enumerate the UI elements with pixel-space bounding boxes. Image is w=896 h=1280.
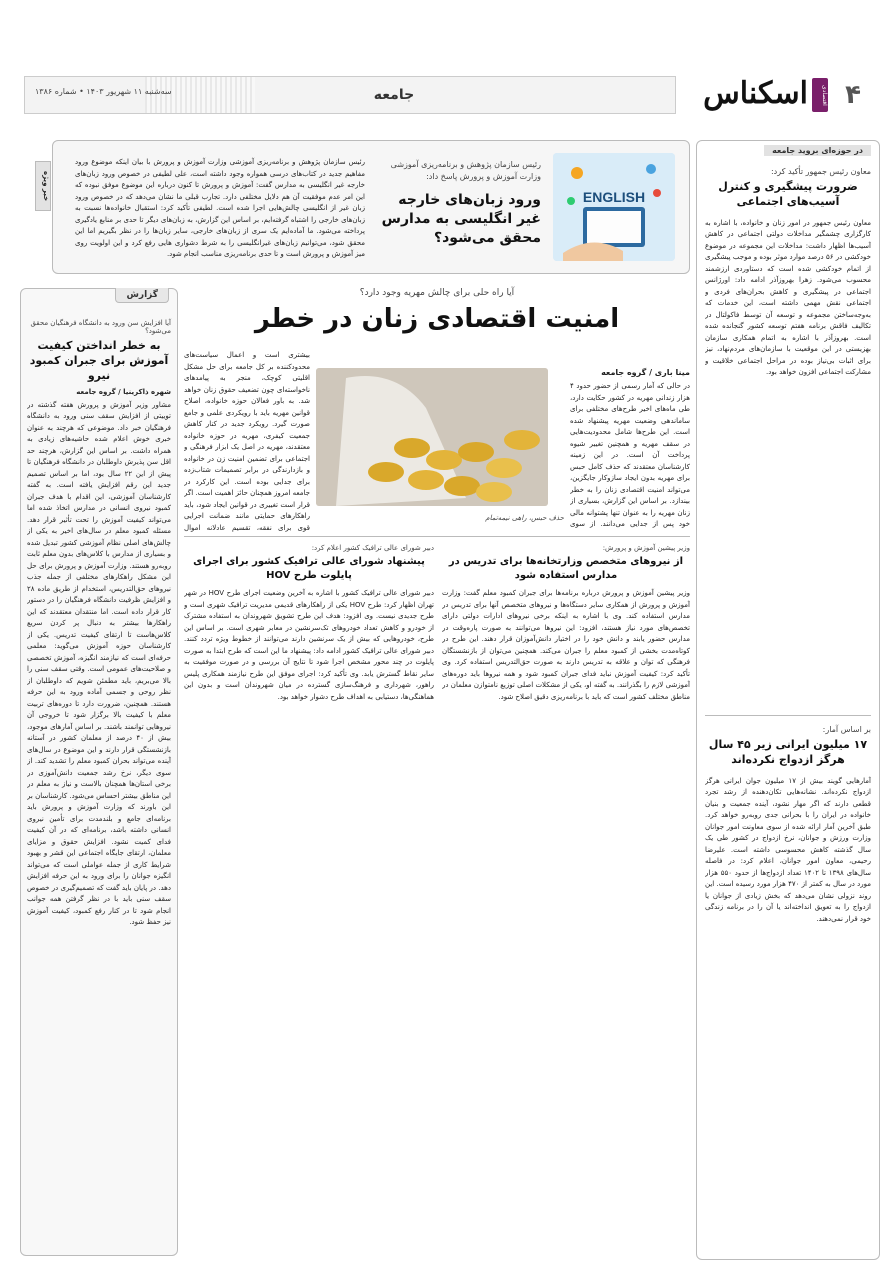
- bottom-kicker: وزیر پیشین آموزش و پرورش:: [602, 544, 690, 552]
- main-article[interactable]: [184, 288, 690, 536]
- main-kicker: آیا راه حلی برای چالش مهریه وجود دارد؟: [359, 288, 515, 298]
- article-body: آمارهایی گویند بیش از ۱۷ میلیون جوان ایرانی هرگز ازدواج نکرده‌اند. نشانه‌هایی تکان‌دهنده از رشد تجرد قطعی دارند که اگر مهار نشود، آینده جمعیت و بنیان خانواده در ایران را با بحرانی جدی روبه‌رو خواهد کرد. طبق آخرین آمار ارائه شده از سوی معاونت امور جوانان وزارت ورزش و جوانان، نرخ ازدواج در کشور طی یک سال گذشته کاهش محسوسی داشته است. علیرضا رحیمی، معاون امور جوانان، اعلام کرد: در فاصله سال‌های ۱۳۹۸ تا ۱۴۰۲ تعداد ازدواج‌ها از حدود ۵۵۰ هزار مورد در سال به کمتر از ۴۷۰ هزار مورد رسیده است. این روند نزولی نشان می‌دهد که بخش زیادی از جوانان یا ازدواج را به تعویق انداخته‌اند یا آن را در برنامه زندگی خود قرار نمی‌دهند.: [705, 776, 871, 923]
- bottom-body: دبیر شورای عالی ترافیک کشور با اشاره به آخرین وضعیت اجرای طرح HOV در شهر تهران اظهار کرد: طرح HOV یکی از راهکارهای قدیمی مدیریت ترافیک شهری است و طرح جدیدی نیست. وی افزود: هدف این طرح تشویق شهروندان به استفاده مشترک از خودرو و کاهش تعداد خودروهای تک‌سرنشین در معابر شهری است. بر اساس این طرح، خودروهایی که بیش از یک سرنشین دارند می‌توانند از خطوط ویژه تردد کنند. دبیر شورای عالی ترافیک کشور ادامه داد: پیشنهاد ما این است که طرح ابتدا به صورت پایلوت در چند محور مشخص اجرا شود تا نتایج آن بررسی و در صورت موفقیت به سایر نقاط گسترش یابد. وی تأکید کرد: اجرای موفق این طرح نیازمند همکاری پلیس راهور، شهرداری و فرهنگ‌سازی گسترده در میان شهروندان است و بدون این هماهنگی‌ها، دستیابی به اهداف طرح دشوار خواهد بود.: [184, 589, 434, 701]
- feature-box[interactable]: [42, 140, 690, 274]
- page-number: ۴: [845, 80, 861, 110]
- article-headline: ۱۷ میلیون ایرانی زیر ۴۵ سال هرگز ازدواج نکرده‌اند: [708, 738, 868, 766]
- english-book-image: [553, 153, 675, 261]
- article-marriage-stats[interactable]: [705, 725, 871, 1254]
- article-headline: ضرورت پیشگیری و کنترل آسیب‌های اجتماعی: [718, 180, 858, 208]
- bottom-headline: از نیروهای متخصص وزارتخانه‌ها برای تدریس در مدارس استفاده شود: [448, 556, 684, 581]
- feature-body: رئیس سازمان پژوهش و برنامه‌ریزی آموزشی وزارت آموزش و پرورش با بیان اینکه موضوع ورود مفاهیم جدید در کتاب‌های درسی همواره وجود داشته است، علی لطیفی در خصوص ورود زبان‌های خارجه غیر انگلیسی به مدارس گفت: آموزش و پرورش تا کنون درباره این موضوع موفق نبوده که این امر عدم موفقیت آن هم دلایل مختلفی دارد. تجارب قبلی ما نشان می‌دهد که در خصوص ورود زبان غیر از انگلیسی چالش‌هایی اجرا شده است. لطیفی تأکید کرد: استقبال خانواده‌ها نسبت به زبان‌های خارجی را اشتباه گرفته‌ایم، بر اساس این گزارش، به زبان‌های دیگر تا حدی بر منابع یادگیری پرداخته می‌شود. ما آماده‌ایم یک سری از زبان‌های خارجی، سایر زبان‌ها را در نظر بگیریم اما این محقق شود، می‌توانیم زبان‌های غیرانگلیسی را به شرط دشواری هایی رفع کرد و این اولویت روی میز آموزش و پرورش است و تا حدی برنامه‌ریزی مناسب انجام شود.: [75, 158, 365, 258]
- gold-coins-image: [316, 368, 548, 506]
- issue-date: سه‌شنبه ۱۱ شهریور ۱۴۰۳ • شماره ۱۳۸۶: [35, 87, 172, 96]
- gold-coins-icon: [316, 368, 548, 506]
- main-headline: امنیت اقتصادی زنان در خطر: [254, 304, 620, 334]
- report-headline: به خطر انداختن کیفیت آموزش برای جبران کمبود نیرو: [29, 339, 169, 382]
- report-column[interactable]: [20, 288, 178, 1256]
- divider: [184, 536, 690, 537]
- bottom-headline: پیشنهاد شورای عالی ترافیک کشور برای اجرای پایلوت طرح HOV: [193, 556, 425, 581]
- article-kicker: بر اساس آمار:: [822, 725, 871, 734]
- feature-headline: ورود زبان‌های خارجه غیر انگلیسی به مدارس محقق می‌شود؟: [381, 192, 541, 246]
- report-kicker: آیا افزایش سن ورود به دانشگاه فرهنگیان محقق می‌شود؟: [30, 319, 171, 335]
- image-word: ENGLISH: [582, 189, 646, 205]
- main-body-col3: بیشتری است و اعمال سیاست‌های محدودکننده بر کل جامعه برای حل مشکل اقلیتی کوچک، منجر به پیامدهای ناخواسته‌ای چون تضعیف حقوق زنان خواهد شد. به باور فعالان حوزه خانواده، اصلاح قوانین مهریه باید با رویکردی علمی و جامع صورت گیرد. رویکرد جدید در کنار کاهش جمعیت کیفری، مهریه در حوزه خانواده معتقدند، مهریه در اصل یک ابزار فرهنگی و اجتماعی برای تضمین امنیت زن در خانواده و بازدارندگی در برابر تصمیمات شتاب‌زده برای جدایی بوده است. این کارکرد در جامعه امروز همچنان حائز اهمیت است. اگر قرار است تغییری در قوانین ایجاد شود، باید راهکارهای حمایتی مانند ضمانت اجرایی قوی برای نفقه، تقسیم عادلانه اموال: [184, 351, 310, 532]
- logo-text: اسکناس: [703, 76, 808, 111]
- image-caption: حذف حبس، راهی نیمه‌تمام: [485, 514, 564, 522]
- main-body-col1: در حالی که آمار رسمی از حضور حدود ۴ هزار زندانی مهریه در کشور حکایت دارد، طی ماه‌های اخیر طرح‌های مختلفی برای ساماندهی وضعیت مهریه پیشنهاد شده است. این طرح‌ها شامل محدودیت‌هایی در سقف مهریه و همچنین تغییر شیوه پرداخت آن است. در این زمینه کارشناسان معتقدند که حذف کامل حبس برای مهریه بدون ایجاد سازوکار جایگزین، می‌تواند امنیت اقتصادی زنان را به خطر بیندازد. بر اساس این گزارش، بسیاری از زنان مهریه را به عنوان تنها پشتوانه مالی خود پس از جدایی می‌دانند. از سوی: [570, 382, 690, 528]
- article-social-harm[interactable]: [705, 167, 871, 708]
- feature-side-tab: خبر ویژه: [35, 161, 51, 211]
- section-tag: در حوزه‌ای بروید جامعه: [764, 145, 871, 156]
- article-teachers[interactable]: [442, 544, 690, 768]
- section-bar: [24, 76, 676, 114]
- report-body: مشاور وزیر آموزش و پرورش هفته گذشته در توییتی از افزایش سقف سنی ورود به دانشگاه فرهنگیان خبر داد. موضوعی که هرچند به عنوان خبری خوش اعلام شده حاشیه‌های زیادی به همراه داشت. بر اساس این گزارش، هرچند حد اقل سن پذیرش داوطلبان در دانشگاه فرهنگیان تا پیش از این ۲۲ سال بود، اما بر اساس تصمیم جدید این رقم افزایش یافته است. به گفته کارشناسان آموزشی، این اقدام با هدف جبران کمبود نیروی انسانی در مدارس اتخاذ شده اما می‌تواند کیفیت آموزش را تحت تأثیر قرار دهد. مسئله کمبود معلم در سال‌های اخیر به یکی از چالش‌های اصلی نظام آموزشی کشور تبدیل شده و بسیاری از مدارس با کلاس‌های بدون معلم ثابت روبه‌رو هستند. وزارت آموزش و پرورش برای حل این مشکل راهکارهای مختلفی از جمله جذب نیروهای حق‌التدریس، استخدام از طریق ماده ۲۸ و افزایش ظرفیت دانشگاه فرهنگیان را در دستور کار قرار داده است. اما منتقدان معتقدند که این راهکارها بیشتر به دنبال پر کردن سریع کلاس‌هاست تا ارتقای کیفیت تدریس. یکی از کارشناسان حوزه آموزش می‌گوید: معلمی حرفه‌ای است که نیازمند انگیزه، آموزش تخصصی و صلاحیت‌های عمومی است. وقتی سقف سنی را بالا می‌بریم، باید مطمئن شویم که داوطلبان از نظر روحی و جسمی آماده ورود به این حرفه هستند. همچنین، ضرورت دارد تا دوره‌های تربیت معلم با کیفیت بالا برگزار شود تا خروجی آن نیروهایی توانمند باشند. بر اساس آمارهای موجود، بیش از ۴۰ درصد از معلمان کشور در آستانه بازنشستگی قرار دارند و این موضوع در سال‌های آینده می‌تواند بحران کمبود معلم را تشدید کند. از سوی دیگر، نرخ رشد جمعیت دانش‌آموزی در برخی استان‌ها همچنان بالاست و نیاز به معلم در این مناطق بیشتر احساس می‌شود. کارشناسان بر این باورند که وزارت آموزش و پرورش باید برنامه‌ای جامع و بلندمدت برای تأمین نیروی انسانی داشته باشد، برنامه‌ای که در آن کیفیت فدای کمیت نشود. افزایش حقوق و مزایای معلمان، ارتقای جایگاه اجتماعی این قشر و بهبود شرایط کاری از جمله عواملی است که می‌تواند انگیزه جوانان را برای ورود به این حرفه افزایش دهد. در پایان باید گفت که تصمیم‌گیری در خصوص سقف سنی باید با در نظر گرفتن همه جوانب انجام شود تا در کنار رفع کمبود، کیفیت آموزش نیز حفظ شود.: [27, 400, 171, 927]
- article-kicker: معاون رئیس جمهور تأکید کرد:: [770, 167, 871, 176]
- bottom-kicker: دبیر شورای عالی ترافیک کشور اعلام کرد:: [311, 544, 434, 552]
- report-tab: گزارش: [115, 288, 169, 303]
- bottom-body: وزیر پیشین آموزش و پرورش درباره برنامه‌ها برای جبران کمبود معلم گفت: وزارت آموزش و پرورش از همکاری سایر دستگاه‌ها و نیروهای متخصص آنها برای تدریس در مدارس استفاده کند. وی با اشاره به اینکه برخی نیروهای ادارات دولتی دارای تخصص‌های مورد نیاز هستند، افزود: این نیروها می‌توانند به صورت پاره‌وقت در مدارس حضور یابند و دانش خود را در اختیار دانش‌آموزان قرار دهند. این طرح در کوتاه‌مدت بخشی از کمبود معلم را جبران می‌کند. همچنین می‌توان از بازنشستگان فرهنگی که توان و علاقه به تدریس دارند به صورت حق‌التدریس استفاده کرد. وی تأکید کرد: کیفیت آموزش نباید فدای جبران کمبود شود و همه نیروها باید دوره‌های آموزشی لازم را بگذرانند. به گفته او، یکی از مشکلات اصلی توزیع نامتوازن معلمان در مناطق مختلف کشور است که باید با برنامه‌ریزی دقیق اصلاح شود.: [442, 589, 690, 701]
- article-body: معاون رئیس جمهور در امور زنان و خانواده، با اشاره به کارگزاری چشمگیر مداخلات دولتی اجتماعی در کاهش آسیب‌ها اظهار داشت: مداخلات این مجموعه در موضوع خودکشی در ۵۶ درصد موارد موثر بوده و موجب پیشگیری از اتمام خودکشی شده است که دستاوردی ارزشمند محسوب می‌شود. زهرا بهروزآذر ادامه داد: اورژانس اجتماعی در پیشگیری و کاهش بحران‌های فردی و اجتماعی نقش مهمی داشته است، این خدمات که به‌وجه‌ساختن مجموعه و توسعه آن توسط فاکولتال در تکالیف فاقش برنامه هفتم توسعه کشور گنجانده شده است. بهروزآذر با اشاره به اتمام همکاری سازمان بهزیستی در این موقعیت با سازمان‌های مردم‌نهاد، نیز برای اثبات بی‌نیاز بوده در مراحل اجتماعی خلاقیت و مشارکت اجتماعی افزون خواهد بود.: [705, 218, 871, 377]
- divider: [705, 715, 871, 716]
- report-byline: شهره ذاکرینیا / گروه جامعه: [76, 387, 171, 396]
- section-title: جامعه: [373, 87, 415, 103]
- article-traffic[interactable]: [184, 544, 434, 768]
- newspaper-logo[interactable]: [688, 74, 828, 114]
- masthead: [24, 70, 872, 120]
- feature-kicker: رئیس سازمان پژوهش و برنامه‌ریزی آموزشی وزارت آموزش و پرورش پاسخ داد:: [390, 160, 541, 181]
- logo-badge: [812, 78, 828, 112]
- english-illustration-icon: [553, 153, 675, 261]
- main-caption: [316, 514, 564, 534]
- logo-subtitle: اقتصادی: [821, 84, 828, 106]
- right-column: [696, 140, 880, 1260]
- main-byline: مینا باری / گروه جامعه: [601, 368, 690, 377]
